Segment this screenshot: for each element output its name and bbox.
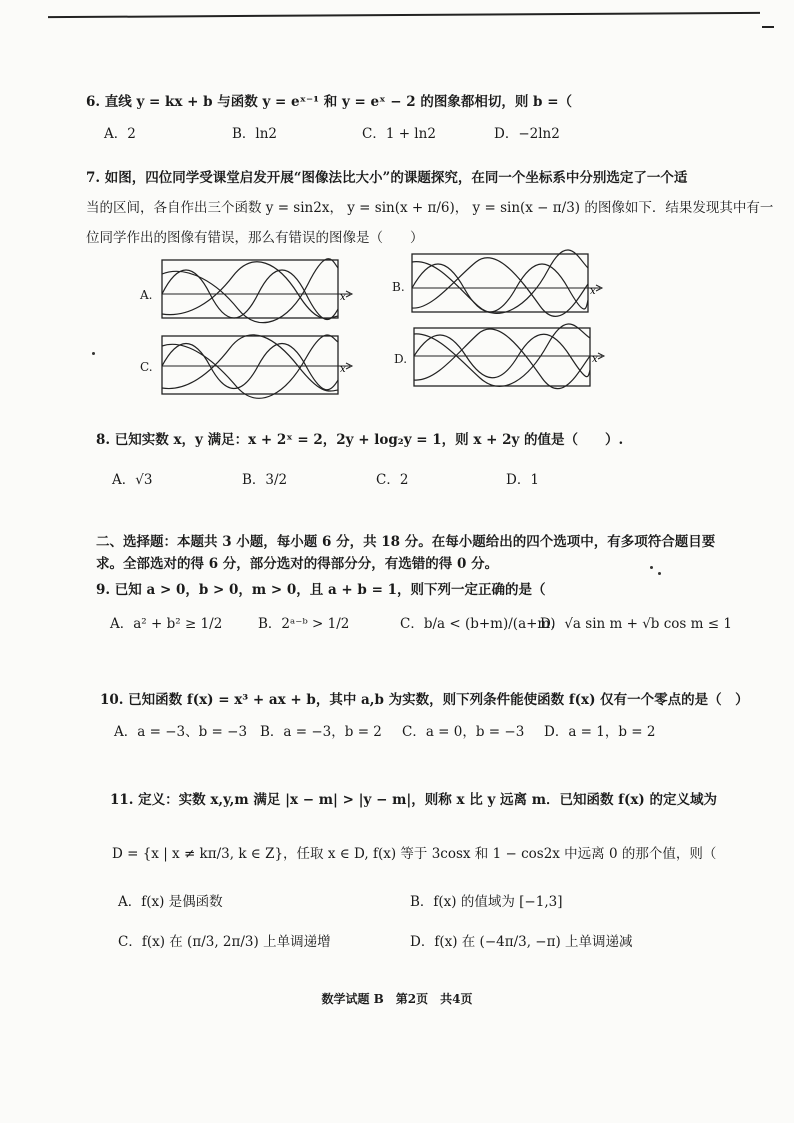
q11-option-a[interactable]: A．f(x) 是偶函数 — [118, 894, 223, 910]
q10-option-a[interactable]: A．a = −3、b = −3 — [114, 724, 248, 740]
q7-stem-line1: 7. 如图，四位同学受课堂启发开展“图像法比大小”的课题探究，在同一个坐标系中分别选定了一个适 — [86, 170, 688, 186]
q6-option-d[interactable]: D．−2ln2 — [494, 126, 560, 142]
page-footer: 数学试题 B 第2页 共4页 — [321, 992, 473, 1006]
q7-stem-line2: 当的区间，各自作出三个函数 y = sin2x， y = sin(x + π/6)， y = sin(x − π/3) 的图像如下．结果发现其中有一 — [86, 200, 774, 216]
graph-a-label[interactable]: A. — [140, 288, 153, 302]
q8-option-d[interactable]: D．1 — [506, 472, 539, 488]
q7-stem-line3: 位同学作出的图像有错误，那么有错误的图像是（ ） — [86, 230, 424, 246]
q8-stem: 8. 已知实数 x，y 满足：x + 2ˣ = 2，2y + log₂y = 1，则 x + 2y 的值是（ ）. — [96, 432, 624, 448]
q11-stem-line1: 11. 定义：实数 x,y,m 满足 |x − m| > |y − m|，则称 x 比 y 远离 m．已知函数 f(x) 的定义域为 — [110, 792, 718, 808]
q6-stem: 6. 直线 y = kx + b 与函数 y = eˣ⁻¹ 和 y = eˣ − 2 的图象都相切，则 b =（ — [86, 94, 573, 110]
q8-option-b[interactable]: B．3/2 — [242, 472, 288, 488]
q8-option-c[interactable]: C．2 — [376, 472, 409, 488]
section2-instructions-line1: 二、选择题：本题共 3 小题，每小题 6 分，共 18 分。在每小题给出的四个选项中，有多项符合题目要 — [96, 534, 716, 550]
scan-speck — [658, 572, 661, 575]
q6-option-a[interactable]: A．2 — [104, 126, 136, 142]
q8-option-a[interactable]: A．√3 — [112, 472, 153, 488]
q11-option-c[interactable]: C．f(x) 在 (π/3, 2π/3) 上单调递增 — [118, 934, 331, 950]
scan-speck — [92, 352, 95, 355]
graph-a-axis-x: x — [340, 292, 346, 303]
q9-option-c[interactable]: C．b/a < (b+m)/(a+m) — [400, 616, 556, 632]
top-rule — [48, 12, 760, 18]
section2-instructions-line2: 求。全部选对的得 6 分，部分选对的得部分分，有选错的得 0 分。 — [96, 556, 499, 572]
q11-option-b[interactable]: B．f(x) 的值域为 [−1,3] — [410, 894, 563, 910]
graph-b-label[interactable]: B. — [392, 280, 405, 294]
graph-d-label[interactable]: D. — [394, 352, 408, 366]
q11-option-d[interactable]: D．f(x) 在 (−4π/3, −π) 上单调递减 — [410, 934, 633, 950]
q10-option-c[interactable]: C．a = 0，b = −3 — [402, 724, 525, 740]
graph-c-axis-x: x — [340, 364, 346, 375]
q10-option-d[interactable]: D．a = 1，b = 2 — [544, 724, 656, 740]
q6-option-b[interactable]: B．ln2 — [232, 126, 278, 142]
q9-option-a[interactable]: A．a² + b² ≥ 1/2 — [110, 616, 223, 632]
q10-option-b[interactable]: B．a = −3，b = 2 — [260, 724, 382, 740]
graph-d-axis-x: x — [592, 354, 598, 365]
corner-mark — [762, 26, 774, 28]
q9-option-d[interactable]: D．√a sin m + √b cos m ≤ 1 — [540, 616, 732, 632]
scan-speck — [650, 566, 653, 569]
q6-option-c[interactable]: C．1 + ln2 — [362, 126, 436, 142]
graph-c-label[interactable]: C. — [140, 360, 153, 374]
q9-stem: 9. 已知 a > 0，b > 0，m > 0，且 a + b = 1，则下列一定正确的是（ — [96, 582, 546, 598]
graph-c[interactable] — [158, 330, 358, 400]
q11-stem-line2: D = {x | x ≠ kπ/3, k ∈ Z}，任取 x ∈ D, f(x) 等于 3cosx 和 1 − cos2x 中远离 0 的那个值，则（ — [112, 846, 717, 862]
graph-b[interactable] — [408, 248, 608, 318]
graph-a[interactable] — [158, 254, 358, 324]
q10-stem: 10. 已知函数 f(x) = x³ + ax + b，其中 a,b 为实数，则下列条件能使函数 f(x) 仅有一个零点的是（ ） — [100, 692, 749, 708]
graph-d[interactable] — [410, 322, 610, 392]
q9-option-b[interactable]: B．2ᵃ⁻ᵇ > 1/2 — [258, 616, 350, 632]
graph-b-axis-x: x — [590, 286, 596, 297]
